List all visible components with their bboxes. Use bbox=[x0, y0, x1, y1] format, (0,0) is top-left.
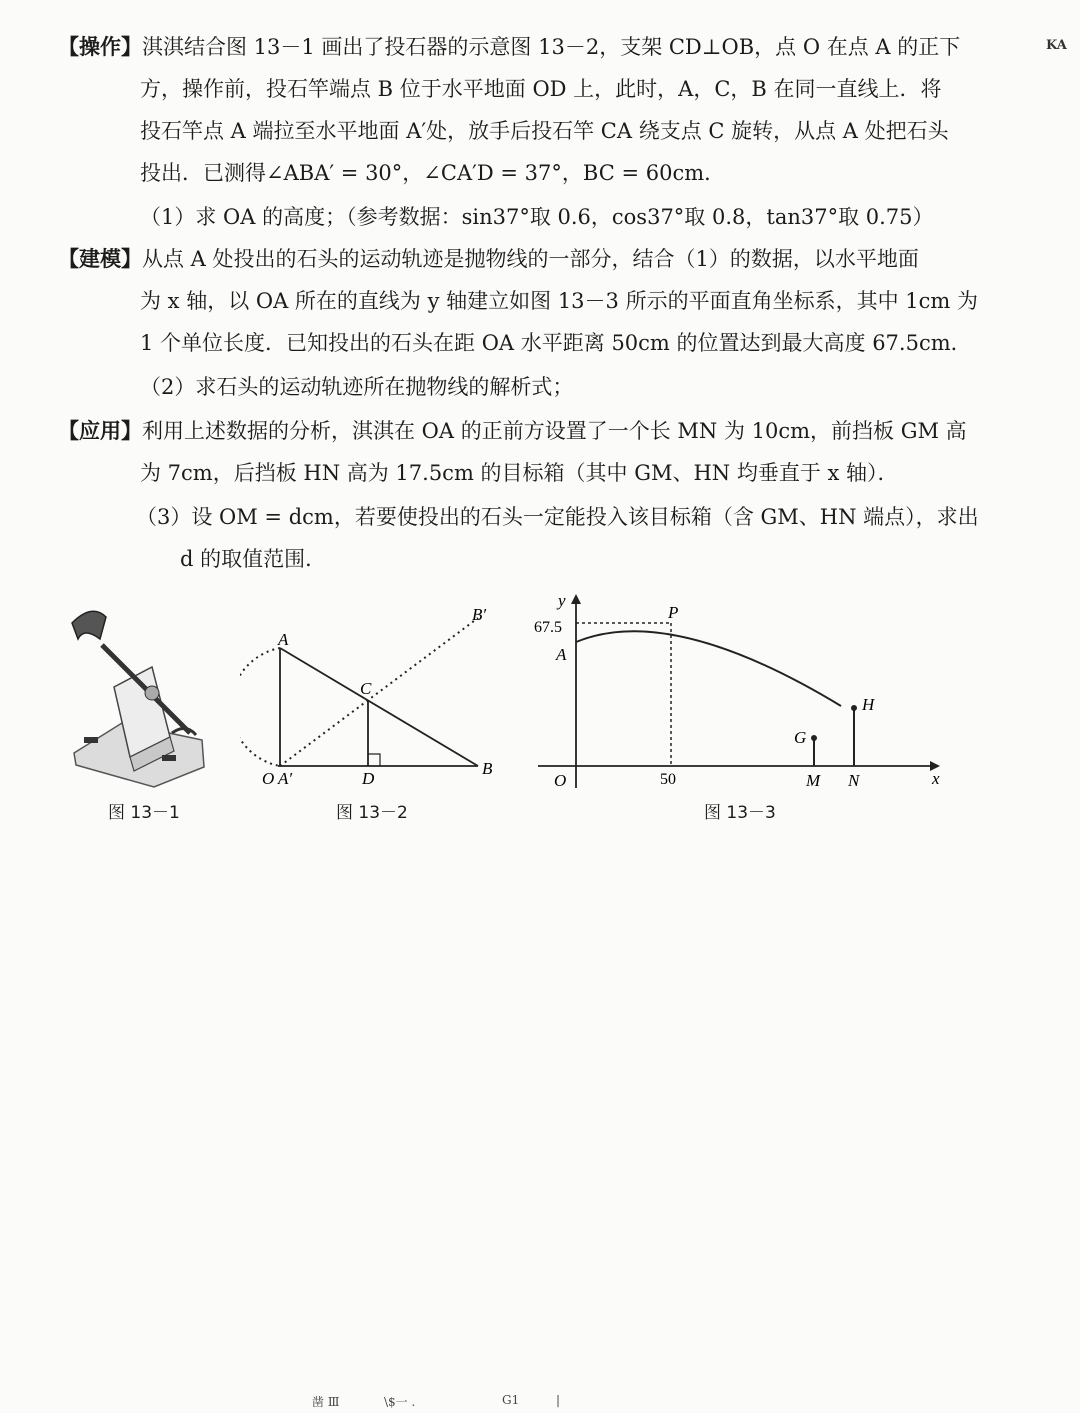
point-G bbox=[811, 735, 817, 741]
modeling-line-2: 为 x 轴，以 OA 所在的直线为 y 轴建立如图 13－3 所示的平面直角坐标系，其中 1cm 为 bbox=[140, 289, 978, 313]
figure-13-3-caption: 图 13－3 bbox=[704, 803, 776, 823]
operation-line-3: 投石竿点 A 端拉至水平地面 A′处，放手后投石竿 CA 绕支点 C 旋转，从点 A 处把石头 bbox=[140, 119, 949, 143]
corner-mark: KA bbox=[1046, 38, 1067, 53]
diagram-13-2 bbox=[240, 598, 515, 793]
modeling-line-3: 1 个单位长度．已知投出的石头在距 OA 水平距离 50cm 的位置达到最大高度 67.5cm． bbox=[140, 331, 972, 355]
question-3-line-1: （3）设 OM = dcm，若要使投出的石头一定能投入该目标箱（含 GM、HN 端点），求出 bbox=[136, 505, 979, 529]
point-H bbox=[851, 705, 857, 711]
footer-fragment-2: \$一 . bbox=[384, 1395, 416, 1409]
modeling-line-1: 从点 A 处投出的石头的运动轨迹是抛物线的一部分，结合（1）的数据，以水平地面 bbox=[142, 247, 919, 271]
figure-13-1-caption: 图 13－1 bbox=[108, 803, 180, 823]
footer-fragment-1: 凿 Ⅲ bbox=[312, 1395, 340, 1409]
operation-line-2: 方，操作前，投石竿端点 B 位于水平地面 OD 上，此时，A，C，B 在同一直线上．将 bbox=[140, 77, 942, 101]
label-D: D bbox=[362, 769, 375, 788]
dotted-arc bbox=[240, 648, 280, 766]
label-B: B bbox=[482, 759, 493, 778]
line-A-B bbox=[280, 648, 478, 766]
label-H: H bbox=[862, 695, 875, 714]
label-A-prime: A′ bbox=[278, 769, 293, 788]
diagram-13-3 bbox=[528, 588, 953, 793]
footer-fragment-3: G1 bbox=[502, 1393, 520, 1407]
operation-line-4: 投出．已测得∠ABA′ = 30°，∠CA′D = 37°，BC = 60cm． bbox=[140, 161, 726, 185]
label-y: y bbox=[558, 591, 566, 610]
question-1: （1）求 OA 的高度；（参考数据：sin37°取 0.6，cos37°取 0.8，tan37°取 0.75） bbox=[140, 205, 934, 229]
question-2: （2）求石头的运动轨迹所在抛物线的解析式； bbox=[140, 375, 574, 399]
label-M: M bbox=[806, 771, 821, 790]
label-B-prime: B′ bbox=[472, 605, 487, 624]
label-C: C bbox=[360, 679, 372, 698]
operation-tag: 【操作】 bbox=[58, 35, 142, 59]
dotted-line-A-prime-B-prime bbox=[280, 618, 478, 766]
label-A: A bbox=[556, 645, 567, 664]
modeling-section bbox=[58, 238, 998, 364]
figure-13-2-caption: 图 13－2 bbox=[336, 803, 408, 823]
label-O: O bbox=[554, 771, 567, 790]
modeling-tag: 【建模】 bbox=[58, 247, 142, 271]
catapult-figure bbox=[62, 605, 212, 790]
tick-67-5: 67.5 bbox=[534, 619, 562, 636]
label-x: x bbox=[932, 769, 940, 788]
application-section bbox=[58, 410, 998, 494]
operation-line-1: 淇淇结合图 13－1 画出了投石器的示意图 13－2，支架 CD⊥OB，点 O 在点 A 的正下 bbox=[142, 35, 961, 59]
tick-50: 50 bbox=[660, 771, 676, 788]
right-angle-mark bbox=[368, 754, 380, 766]
question-3-line-2: d 的取值范围． bbox=[180, 547, 327, 571]
footer-fragment-4: | bbox=[556, 1393, 561, 1407]
y-axis-arrow bbox=[571, 594, 581, 604]
label-A: A bbox=[278, 630, 289, 649]
application-line-2: 为 7cm，后挡板 HN 高为 17.5cm 的目标箱（其中 GM、HN 均垂直于 x 轴）． bbox=[140, 461, 899, 485]
label-O: O bbox=[262, 769, 275, 788]
application-line-1: 利用上述数据的分析，淇淇在 OA 的正前方设置了一个长 MN 为 10cm，前挡板 GM 高 bbox=[142, 419, 967, 443]
application-tag: 【应用】 bbox=[58, 419, 142, 443]
operation-section bbox=[58, 26, 998, 194]
parabola-curve bbox=[576, 631, 841, 706]
label-P: P bbox=[668, 603, 679, 622]
label-N: N bbox=[848, 771, 860, 790]
label-G: G bbox=[794, 728, 807, 747]
